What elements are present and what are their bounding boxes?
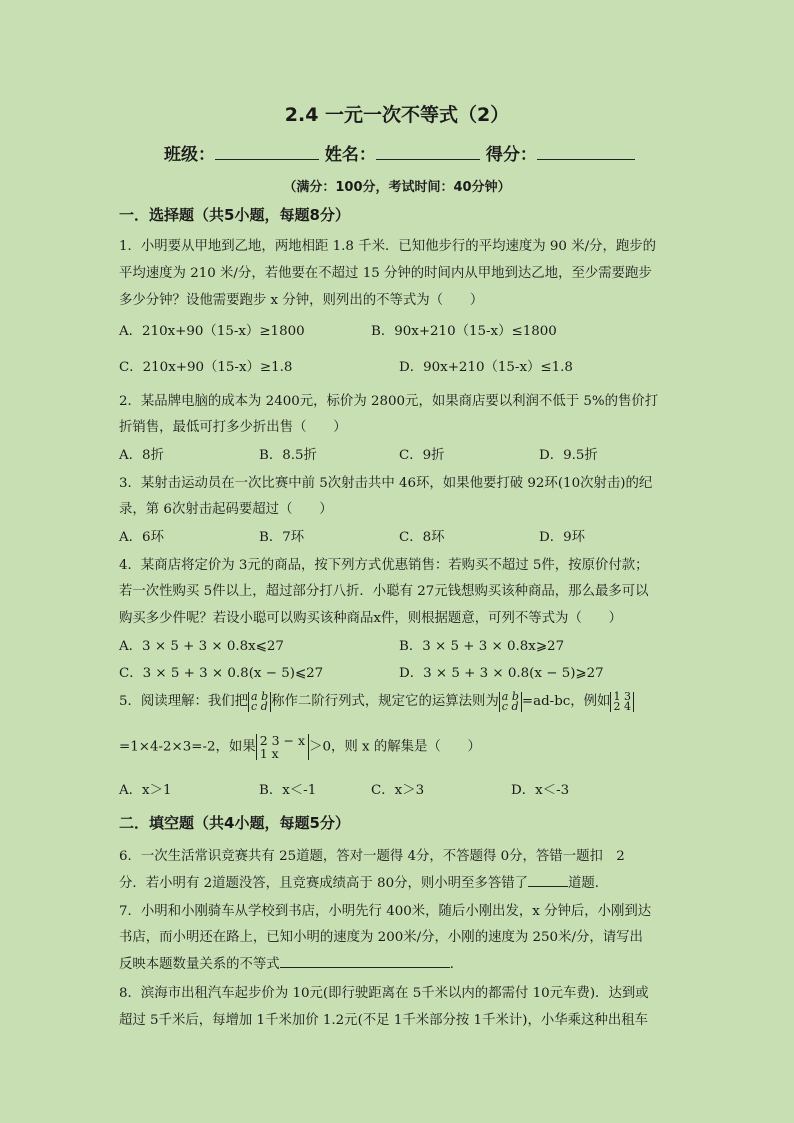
q6-text-end: 道题． bbox=[568, 876, 609, 891]
q1-option-d[interactable]: D．90x+210（15-x）≤1.8 bbox=[399, 360, 573, 375]
q1-line3: 多少分钟？设他需要跑步 x 分钟，则列出的不等式为（ ） bbox=[119, 293, 484, 308]
q1-option-b[interactable]: B．90x+210（15-x）≤1800 bbox=[371, 324, 557, 339]
q7-line2: 书店，而小明还在路上，已知小明的速度为 200米/分，小刚的速度为 250米/分，请写出 bbox=[119, 930, 643, 945]
q4-line1: 4．某商店将定价为 3元的商品，按下列方式优惠销售：若购买不超过 5件，按原价付款； bbox=[119, 558, 649, 573]
q5-option-a[interactable]: A．x＞1 bbox=[119, 783, 172, 798]
q2-option-d[interactable]: D．9.5折 bbox=[539, 448, 598, 463]
q6-line1: 6．一次生活常识竞赛共有 25道题，答对一题得 4分，不答题得 0分，答错一题扣 2 bbox=[119, 849, 625, 864]
q5-text-c: =ad-bc，例如 bbox=[521, 694, 611, 709]
name-blank[interactable] bbox=[376, 143, 480, 160]
q6-line2 bbox=[119, 872, 608, 891]
q4-option-a[interactable]: A．3 × 5 + 3 × 0.8x⩽27 bbox=[119, 639, 284, 654]
q2-line1: 2．某品牌电脑的成本为 2400元，标价为 2800元，如果商店要以利润不低于 5%的售价打 bbox=[119, 394, 659, 409]
q5-line1 bbox=[119, 690, 634, 712]
q8-line1: 8．滨海市出租汽车起步价为 10元(即行驶距离在 5千米以内的都需付 10元车费)．达到或 bbox=[119, 986, 649, 1001]
q2-option-b[interactable]: B．8.5折 bbox=[259, 448, 317, 463]
section-choice-heading: 一．选择题（共5小题，每题8分） bbox=[119, 206, 350, 224]
q5-text-a: 5．阅读理解：我们把 bbox=[119, 694, 249, 709]
q3-option-c[interactable]: C．8环 bbox=[399, 530, 445, 545]
q2-line2: 折销售，最低可打多少折出售（ ） bbox=[119, 420, 347, 435]
q1-line1: 1．小明要从甲地到乙地，两地相距 1.8 千米．已知他步行的平均速度为 90 米/分，跑步的 bbox=[119, 239, 657, 254]
q7-text-end: ． bbox=[449, 957, 464, 972]
q4-option-b[interactable]: B．3 × 5 + 3 × 0.8x⩾27 bbox=[399, 639, 565, 654]
q2-option-c[interactable]: C．9折 bbox=[399, 448, 445, 463]
q1-line2: 平均速度为 210 米/分，若他要在不超过 15 分钟的时间内从甲地到达乙地，至少需要跑步 bbox=[119, 266, 652, 281]
q6-answer-blank[interactable] bbox=[528, 873, 568, 887]
q3-option-b[interactable]: B．7环 bbox=[259, 530, 305, 545]
q7-answer-blank[interactable] bbox=[280, 954, 450, 968]
q5-option-c[interactable]: C．x＞3 bbox=[371, 783, 425, 798]
q5-text-d: =1×4-2×3=-2，如果 bbox=[119, 739, 256, 755]
q5-option-b[interactable]: B．x＜-1 bbox=[259, 783, 317, 798]
name-label: 姓名： bbox=[324, 145, 376, 165]
exam-subtitle: （满分：100分，考试时间：40分钟） bbox=[283, 180, 511, 195]
determinant-abcd-2: a b c d bbox=[499, 692, 522, 712]
q3-option-d[interactable]: D．9环 bbox=[539, 530, 586, 545]
determinant-abcd: a b c d bbox=[248, 692, 271, 712]
q7-line3 bbox=[119, 953, 463, 972]
q4-option-d[interactable]: D．3 × 5 + 3 × 0.8(x − 5)⩾27 bbox=[399, 666, 604, 681]
q4-line3: 购买多少件呢？若设小聪可以购买该种商品x件，则根据题意，可列不等式为（ ） bbox=[119, 611, 623, 626]
info-line bbox=[164, 140, 635, 165]
determinant-23x: 2 3 − x 1 x bbox=[256, 734, 309, 760]
class-blank[interactable] bbox=[215, 143, 319, 160]
q6-text: 分．若小明有 2道题没答，且竞赛成绩高于 80分，则小明至多答错了 bbox=[119, 876, 529, 891]
q1-option-a[interactable]: A．210x+90（15-x）≥1800 bbox=[119, 324, 305, 339]
score-label: 得分： bbox=[485, 145, 537, 165]
q3-line2: 录，第 6次射击起码要超过（ ） bbox=[119, 502, 333, 517]
q3-option-a[interactable]: A．6环 bbox=[119, 530, 164, 545]
q5-line2 bbox=[119, 734, 481, 760]
q8-line2: 超过 5千米后，每增加 1千米加价 1.2元(不足 1千米部分按 1千米计)，小华乘这种出租车 bbox=[119, 1013, 648, 1028]
q4-line2: 若一次性购买 5件以上，超过部分打八折．小聪有 27元钱想购买该种商品，那么最多可以 bbox=[119, 584, 649, 599]
q3-line1: 3．某射击运动员在一次比赛中前 5次射击共中 46环，如果他要打破 92环(10次射击)的纪 bbox=[119, 476, 653, 491]
q2-option-a[interactable]: A．8折 bbox=[119, 448, 164, 463]
determinant-1324: 1 3 2 4 bbox=[610, 692, 634, 712]
class-label: 班级： bbox=[164, 145, 215, 165]
q7-text: 反映本题数量关系的不等式 bbox=[119, 957, 280, 972]
section-fill-heading: 二．填空题（共4小题，每题5分） bbox=[119, 814, 350, 832]
page-title: 2.4 一元一次不等式（2） bbox=[284, 104, 510, 126]
q5-option-d[interactable]: D．x＜-3 bbox=[511, 783, 570, 798]
q5-text-e: ＞0，则 x 的解集是（ ） bbox=[309, 739, 481, 755]
score-blank[interactable] bbox=[537, 143, 635, 160]
q5-text-b: 称作二阶行列式，规定它的运算法则为 bbox=[271, 694, 499, 709]
q7-line1: 7．小明和小刚骑车从学校到书店，小明先行 400米，随后小刚出发，x 分钟后，小刚到达 bbox=[119, 904, 652, 919]
q4-option-c[interactable]: C．3 × 5 + 3 × 0.8(x − 5)⩽27 bbox=[119, 666, 324, 681]
q1-option-c[interactable]: C．210x+90（15-x）≥1.8 bbox=[119, 360, 293, 375]
